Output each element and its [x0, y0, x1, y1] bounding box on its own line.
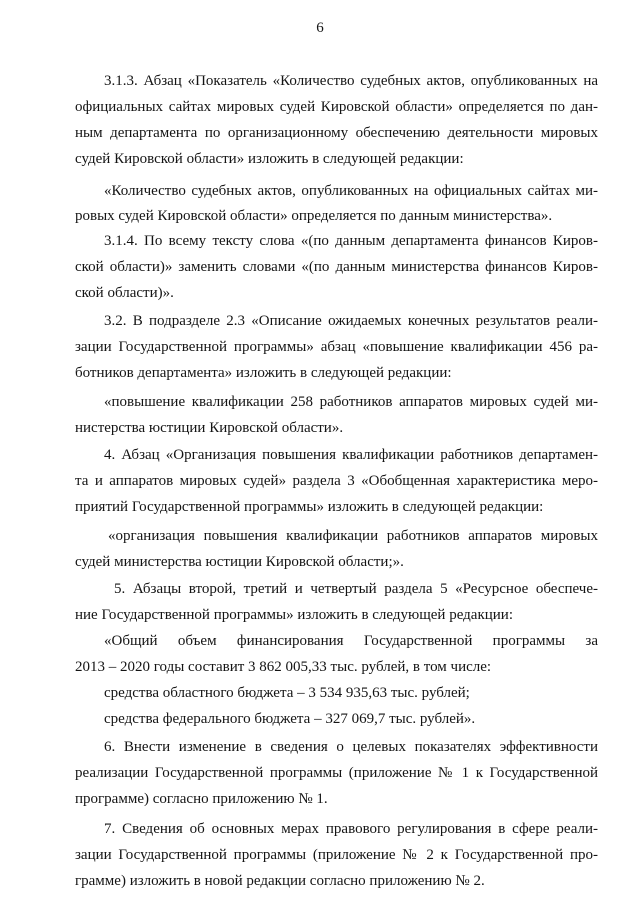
paragraph-3-1-3-line: официальных сайтах мировых судей Кировской области» определяется по дан- — [75, 99, 598, 115]
quote-5-line: средства областного бюджета – 3 534 935,63 тыс. рублей; — [104, 685, 470, 701]
quote-5-line: «Общий объем финансирования Государственной программы за — [104, 633, 598, 649]
paragraph-5-line: 5. Абзацы второй, третий и четвертый раздела 5 «Ресурсное обеспече- — [114, 581, 598, 597]
paragraph-6-line: реализации Государственной программы (приложение № 1 к Государственной — [75, 765, 598, 781]
paragraph-3-1-4-line: ской области)» заменить словами «(по данным министерства финансов Киров- — [75, 259, 598, 275]
paragraph-3-2-line: ботников департамента» изложить в следующей редакции: — [75, 365, 452, 381]
paragraph-7-line: зации Государственной программы (приложение № 2 к Государственной про- — [75, 847, 598, 863]
paragraph-3-2-line: зации Государственной программы» абзац «повышение квалификации 456 ра- — [75, 339, 598, 355]
paragraph-3-1-3-line: 3.1.3. Абзац «Показатель «Количество судебных актов, опубликованных на — [104, 73, 598, 89]
quote-5-line: средства федерального бюджета – 327 069,7 тыс. рублей». — [104, 711, 476, 727]
quote-3-2-line: нистерства юстиции Кировской области». — [75, 420, 344, 436]
quote-3-1-3-line: ровых судей Кировской области» определяется по данным министерства». — [75, 208, 553, 224]
paragraph-7-line: 7. Сведения об основных мерах правового регулирования в сфере реали- — [104, 821, 598, 837]
paragraph-4-line: та и аппаратов мировых судей» раздела 3 «Обобщенная характеристика меро- — [75, 473, 598, 489]
paragraph-5-line: ние Государственной программы» изложить в следующей редакции: — [75, 607, 513, 623]
paragraph-3-2-line: 3.2. В подразделе 2.3 «Описание ожидаемых конечных результатов реали- — [104, 313, 598, 329]
paragraph-3-1-4-line: 3.1.4. По всему тексту слова «(по данным департамента финансов Киров- — [104, 233, 598, 249]
quote-5-line: 2013 – 2020 годы составит 3 862 005,33 тыс. рублей, в том числе: — [75, 659, 492, 675]
quote-3-2-line: «повышение квалификации 258 работников аппаратов мировых судей ми- — [104, 394, 598, 410]
paragraph-3-1-3-line: ным департамента по организационному обеспечению деятельности мировых — [75, 125, 598, 141]
paragraph-4-line: 4. Абзац «Организация повышения квалификации работников департамен- — [104, 447, 598, 463]
paragraph-6-line: программе) согласно приложению № 1. — [75, 791, 328, 807]
paragraph-6-line: 6. Внести изменение в сведения о целевых показателях эффективности — [104, 739, 598, 755]
quote-3-1-3-line: «Количество судебных актов, опубликованных на официальных сайтах ми- — [104, 183, 598, 199]
quote-4-line: «организация повышения квалификации работников аппаратов мировых — [108, 528, 598, 544]
paragraph-7-line: грамме) изложить в новой редакции согласно приложению № 2. — [75, 873, 485, 889]
page-number: 6 — [316, 20, 324, 36]
paragraph-3-1-3-line: судей Кировской области» изложить в следующей редакции: — [75, 151, 464, 167]
paragraph-3-1-4-line: ской области)». — [75, 285, 174, 301]
quote-4-line: судей министерства юстиции Кировской области;». — [75, 554, 404, 570]
paragraph-4-line: приятий Государственной программы» изложить в следующей редакции: — [75, 499, 544, 515]
